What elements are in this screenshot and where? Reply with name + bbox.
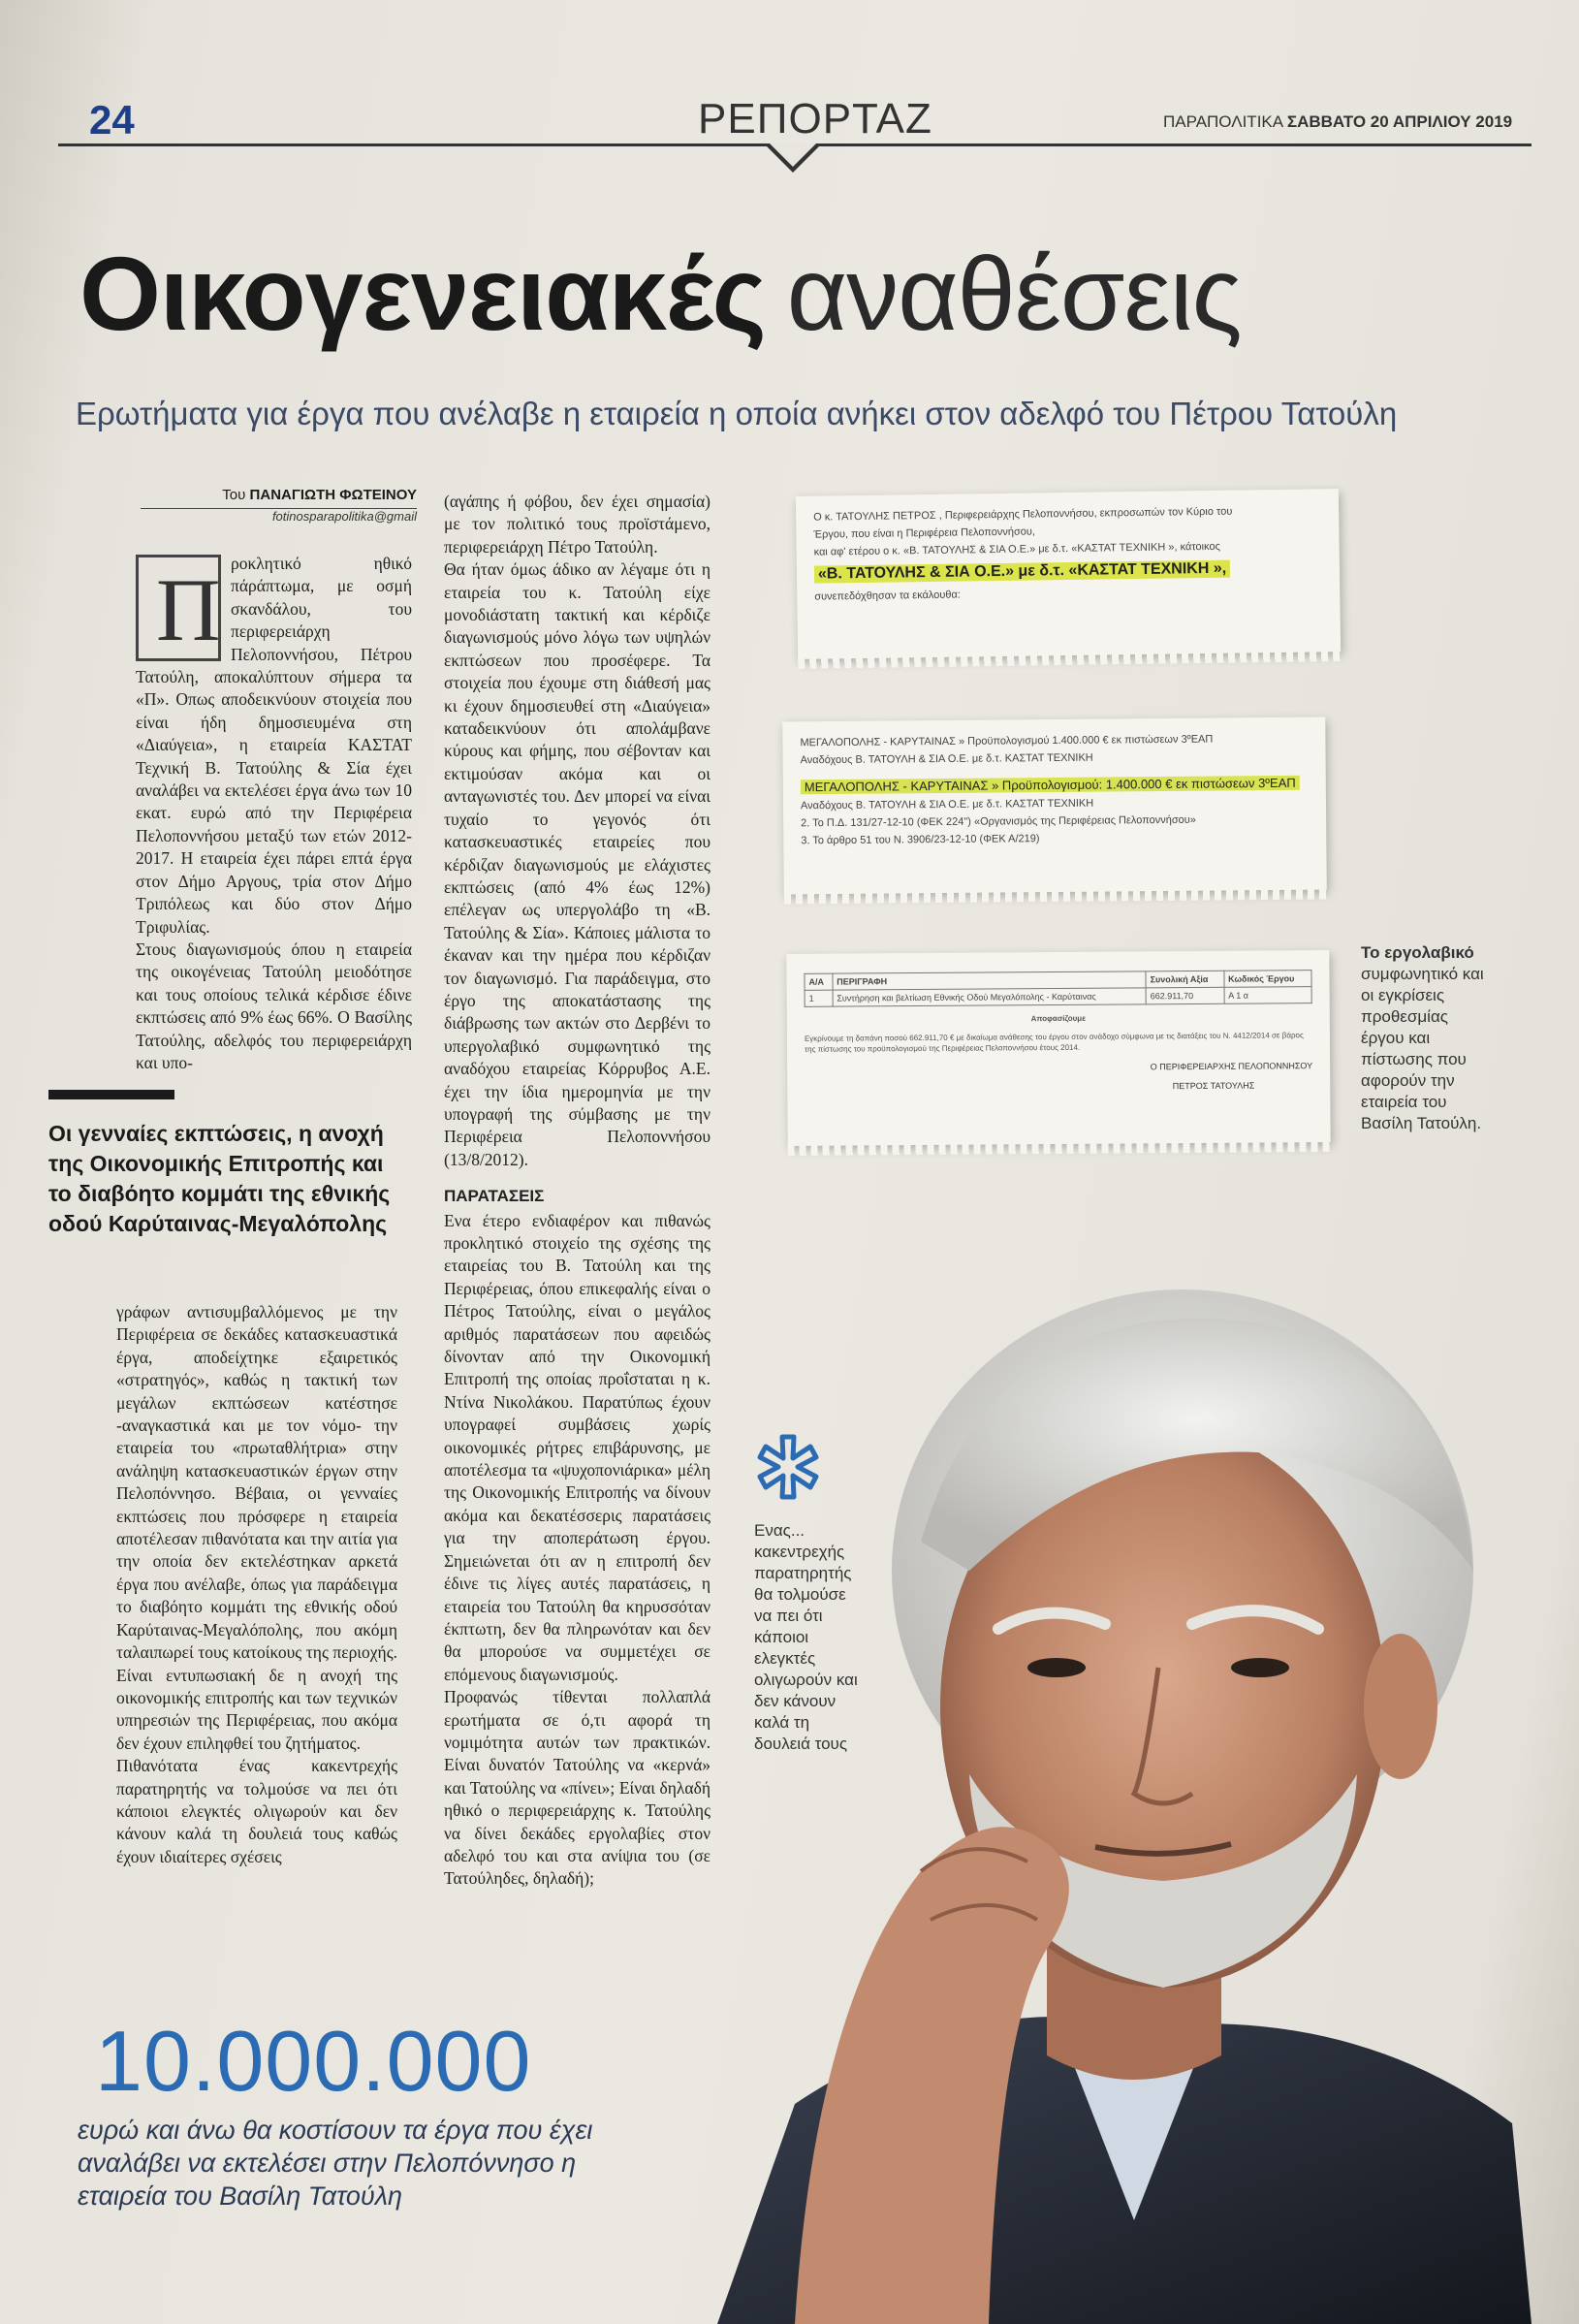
doc-table-cell: 1 [805, 990, 833, 1006]
doc-table-header: Συνολική Αξία [1146, 971, 1224, 988]
column-subhead: ΠΑΡΑΤΑΣΕΙΣ [444, 1187, 545, 1206]
big-number-caption: ευρώ και άνω θα κοστίσουν τα έργα που έχει αναλάβει να εκτελέσει στην Πελοπόννησο η εταιρεία του Βασίλη Τατούλη [78, 2116, 593, 2211]
portrait-photo [679, 1251, 1532, 2324]
byline-rule [141, 508, 417, 509]
torn-edge [788, 1140, 1331, 1156]
doc-highlight: ΜΕΓΑΛΟΠΟΛΗΣ - ΚΑΡΥΤΑΙΝΑΣ » Προϋπολογισμού: 1.400.000 € εκ πιστώσεων 3ºΕΑΠ [801, 776, 1300, 795]
doc-table-cell: Συντήρηση και βελτίωση Εθνικής Οδού Μεγαλόπολης - Καρύταινας [833, 988, 1147, 1006]
document-clipping-1 [796, 489, 1341, 659]
doc-line: Έργου, που είναι η Περιφέρεια Πελοποννήσου, [813, 525, 1036, 541]
doc-signature-title: Ο ΠΕΡΙΦΕΡΕΙΑΡΧΗΣ ΠΕΛΟΠΟΝΝΗΣΟΥ [1150, 1061, 1313, 1072]
asterisk-icon [754, 1433, 822, 1501]
issue-date: ΣΑΒΒΑΤΟ 20 ΑΠΡΙΛΙΟΥ 2019 [1286, 112, 1513, 131]
torn-edge [798, 650, 1341, 669]
doc-section-label: Αποφασίζουμε [1030, 1013, 1087, 1024]
doc-note: Εγκρίνουμε τη δαπάνη ποσού 662.911,70 € με δικαίωμα ανάθεσης του έργου στον ανάδοχο σύμφωνα με τις διατάξεις του Ν. 4412/2014 σε βάρος της πίστωσης του προϋπολογισμού της Περιφέρειας Πελοποννήσου έτους 2014. [804, 1031, 1304, 1054]
article-column-2 [444, 491, 711, 1891]
big-number: 10.000.000 [95, 2013, 532, 2109]
doc-table-header: Κωδικός Έργου [1224, 971, 1311, 988]
article-paragraph: γράφων αντισυμβαλλόμενος με την Περιφέρεια σε δεκάδες κατασκευαστικά έργα, αποδείχτηκε εξαιρετικός «στρατηγός», καθώς η τακτική των μεγάλων εκπτώσεων κατέστησε -αναγκαστικά και με τον νόμο- την εταιρεία του «πρωταθλήτρια» στην ανάληψη κατασκευαστικών έργων στην Πελοπόννησο. Βέβαια, οι γενναίες εκπτώσεις που πρόσφερε η εταιρεία αποτέλεσαν πιθανότατα και την αιτία για την οποία δεν εκτελέστηκαν αρκετά έργα που ανέλαβε, όπως για παράδειγμα το διαβόητο κομμάτι της εθνικής οδού Καρύταινας-Μεγαλόπολης, που ακόμη ταλαιπωρεί τους κατοίκους της περιοχής. Είναι εντυπωσιακή δε η ανοχή της οικονομικής επιτροπής και των τεχνικών υπηρεσιών της Περιφέρειας, που ακόμα δεν έχουν επιληφθεί του ζητήματος. [116, 1302, 397, 1753]
side-caption-text: συμφωνητικό και οι εγκρίσεις προθεσμίας έργου και πίστωσης που αφορούν την εταιρεία του Βασίλη Τατούλη. [1361, 965, 1484, 1132]
pullquote: Οι γενναίες εκπτώσεις, η ανοχή της Οικονομικής Επιτροπής και το διαβόητο κομμάτι της εθνικής οδού Καρύταινας-Μεγαλόπολης [48, 1121, 391, 1236]
doc-line: συνεπεδόχθησαν τα εκάλουθα: [814, 589, 961, 603]
side-caption [1361, 942, 1487, 1134]
doc-table-cell: 662.911,70 [1146, 987, 1224, 1004]
side-caption-bold: Το εργολαβικό [1361, 943, 1474, 962]
article-paragraph: Προφανώς τίθενται πολλαπλά ερωτήματα σε ό,τι αφορά τη νομιμότητα αυτών των πρακτικών. Είναι δυνατόν Τατούλης να «κερνά» και Τατούλης να «πίνει»; Είναι δηλαδή ηθικό ο περιφερειάρχης κ. Τατούλης να δίνει δεκάδες εργολαβίες στον αδελφό του και στα ανίψια του (σε Τατούληδες, δηλαδή); [444, 1687, 711, 1889]
byline-name: ΠΑΝΑΓΙΩΤΗ ΦΩΤΕΙΝΟΥ [249, 487, 417, 503]
doc-table [804, 970, 1311, 1007]
document-clipping-2 [782, 717, 1327, 895]
article-column-1-top [136, 553, 412, 1074]
document-clipping-3 [786, 950, 1330, 1146]
page-number: 24 [89, 97, 135, 143]
portrait-image [679, 1251, 1532, 2324]
doc-line: Αναδόχους Β. ΤΑΤΟΥΛΗ & ΣΙΑ Ο.Ε. με δ.τ. ΚΑΣΤΑΤ ΤΕΧΝΙΚΗ [800, 797, 1094, 812]
doc-highlight: «Β. ΤΑΤΟΥΛΗΣ & ΣΙΑ Ο.Ε.» με δ.τ. «ΚΑΣΤΑΤ ΤΕΧΝΙΚΗ », [814, 558, 1230, 583]
doc-line: Ο κ. ΤΑΤΟΥΛΗΣ ΠΕΤΡΟΣ , Περιφερειάρχης Πελοποννήσου, εκπροσωπών τον Κύριο του [813, 505, 1233, 524]
kicker-quote: Ενας... κακεντρεχής παρατηρητής θα τολμούσε να πει ότι κάποιοι ελεγκτές ολιγωρούν και δεν κάνουν καλά τη δουλειά τους [754, 1521, 858, 1753]
doc-signature-name: ΠΕΤΡΟΣ ΤΑΤΟΥΛΗΣ [1172, 1080, 1255, 1092]
article-column-1-bottom [116, 1301, 397, 1868]
torn-edge [784, 888, 1327, 905]
subtitle: Ερωτήματα για έργα που ανέλαβε η εταιρεία η οποία ανήκει στον αδελφό του Πέτρου Τατούλη [76, 396, 1398, 431]
headline [79, 233, 1242, 354]
section-chevron-icon [766, 145, 820, 173]
publication-name: ΠΑΡΑΠΟΛΙΤΙΚΑ [1163, 112, 1283, 131]
doc-table-header: ΠΕΡΙΓΡΑΦΗ [833, 971, 1147, 990]
byline [141, 487, 417, 524]
headline-bold: Οικογενειακές [79, 235, 766, 352]
dropcap-letter: Π [156, 560, 221, 659]
doc-line: ΜΕΓΑΛΟΠΟΛΗΣ - ΚΑΡΥΤΑΙΝΑΣ » Προϋπολογισμού 1.400.000 € εκ πιστώσεων 3ºΕΑΠ [800, 733, 1214, 749]
masthead [1163, 112, 1512, 132]
article-paragraph: Ενα έτερο ενδιαφέρον και πιθανώς προκλητικό στοιχείο της σχέσης της εταιρείας του Β. Τατούλη και της Περιφέρειας, όπου επικεφαλής είναι ο Πέτρος Τατούλης, είναι ο μεγάλος αριθμός παρατάσεων που αφειδώς δίνονταν από την Οικονομική Επιτροπή της οποίας προΐσταται η κ. Ντίνα Νικολάκου. Παρατύπως έχουν υπογραφεί συμβάσεις χωρίς οικονομικές ρήτρες επιβάρυνσης, με αποτέλεσμα τα «ψυχοπονιάρικα» μέλη της Οικονομικής Επιτροπής να δίνουν ακόμα και δεκατέσσερις παρατάσεις για την αποπεράτωση έργου. Σημειώνεται ότι αν η επιτροπή δεν έδινε τις λίγες αυτές παρατάσεις, η εταιρεία του Τατούλη θα κηρυσσόταν έκπτωτη, δεν θα πληρωνόταν και δεν θα μπορούσε να συμμετέχει σε επόμενους διαγωνισμούς. [444, 1210, 711, 1684]
doc-table-cell: Α 1 α [1224, 987, 1311, 1004]
doc-line: και αφ' ετέρου ο κ. «Β. ΤΑΤΟΥΛΗΣ & ΣΙΑ Ο.Ε.» με δ.τ. «ΚΑΣΤΑΤ ΤΕΧΝΙΚΗ », κάτοικος [813, 540, 1220, 558]
section-title: ΡΕΠΟΡΤΑΖ [698, 95, 932, 143]
article-paragraph: Πιθανότατα ένας κακεντρεχής παρατηρητής να τολμούσε να πει ότι κάποιοι ελεγκτές ολιγωρούν και δεν κάνουν καλά τη δουλειά τους καθώς έχουν ιδιαίτερες σχέσεις [116, 1756, 397, 1866]
dropcap [136, 555, 221, 661]
doc-line: 2. Το Π.Δ. 131/27-12-10 (ΦΕΚ 224") «Οργανισμός της Περιφέρειας Πελοποννήσου» [801, 813, 1196, 830]
doc-table-header: Α/Α [805, 973, 833, 990]
headline-light: αναθέσεις [786, 235, 1242, 352]
doc-line: Αναδόχους Β. ΤΑΤΟΥΛΗ & ΣΙΑ Ο.Ε. με δ.τ. ΚΑΣΤΑΤ ΤΕΧΝΙΚΗ [800, 751, 1093, 767]
byline-email: fotinosparapolitika@gmail [271, 509, 417, 524]
article-paragraph: Θα ήταν όμως άδικο αν λέγαμε ότι η εταιρεία του κ. Τατούλη είχε μονοδιάστατη τακτική και κέρδιζε διαγωνισμούς μόνο λόγω των υψηλών εκπτώσεων που προσέφερε. Τα στοιχεία που έχουμε στη διάθεσή μας κι έχουν δημοσιευθεί στη «Διαύγεια» καταδεικνύουν ότι απολάμβανε κύρους και φήμης, που σέβονταν και εκτιμούσαν ακόμα και οι ανταγωνιστές του. Δεν μπορεί να είναι τυχαίο το γεγονός ότι κατασκευαστικές εταιρείες που κέρδιζαν διαγωνισμούς με ελάχιστες εκπτώσεις (από 4% έως 12%) επέλεγαν ως υπεργολάβο τη «Β. Τατούλης & Σία». Κάποιες μάλιστα το έκαναν και την ημέρα που κέρδιζαν τον διαγωνισμό. Για παράδειγμα, στο έργο της αποκατάστασης της διάβρωσης των ακτών στο Δερβένι το υπεργολαβικό συμφωνητικό της αναδόχου εταιρείας Κόρρυβος Α.Ε. έχει την ίδια ημερομηνία με την υπογραφή της σύμβασης με την Περιφέρεια Πελοποννήσου (13/8/2012). [444, 559, 711, 1169]
pullquote-bar [48, 1090, 174, 1099]
article-paragraph: ροκλητικό ηθικό πάράπτωμα, με οσμή σκανδάλου, του περιφερειάρχη Πελοποννήσου, Πέτρου Τατούλη, αποκαλύπτουν σήμερα τα «Π». Οπως αποδεικνύουν στοιχεία που είναι ήδη δημοσιευμένα στη «Διαύγεια», η εταιρεία ΚΑΣΤΑΤ Τεχνική Β. Τατούλης & Σία έχει αναλάβει να εκτελέσει έργα άνω των 10 εκατ. ευρώ από την Περιφέρεια Πελοποννήσου μεταξύ των ετών 2012-2017. Η εταιρεία έχει πάρει επτά έργα στον Δήμο Αργους, τρία στον Δήμο Τριπόλεως και δύο στον Δήμο Τριφυλίας. [136, 554, 412, 937]
article-paragraph: Στους διαγωνισμούς όπου η εταιρεία της οικογένειας Τατούλη μειοδότησε και τους οποίους τελικά κέρδισε έδινε εκπτώσεις από 9% έως 66%. Ο Βασίλης Τατούλης, αδελφός του περιφερειάρχη και υπο- [136, 939, 412, 1072]
table-row [805, 987, 1311, 1007]
article-paragraph: (αγάπης ή φόβου, δεν έχει σημασία) με τον πολιτικό τους προϊστάμενο, περιφερειάρχη Πέτρο Τατούλη. [444, 492, 711, 557]
doc-line: 3. Το άρθρο 51 του Ν. 3906/23-12-10 (ΦΕΚ Α/219) [801, 833, 1040, 847]
byline-prefix: Του [222, 487, 246, 503]
